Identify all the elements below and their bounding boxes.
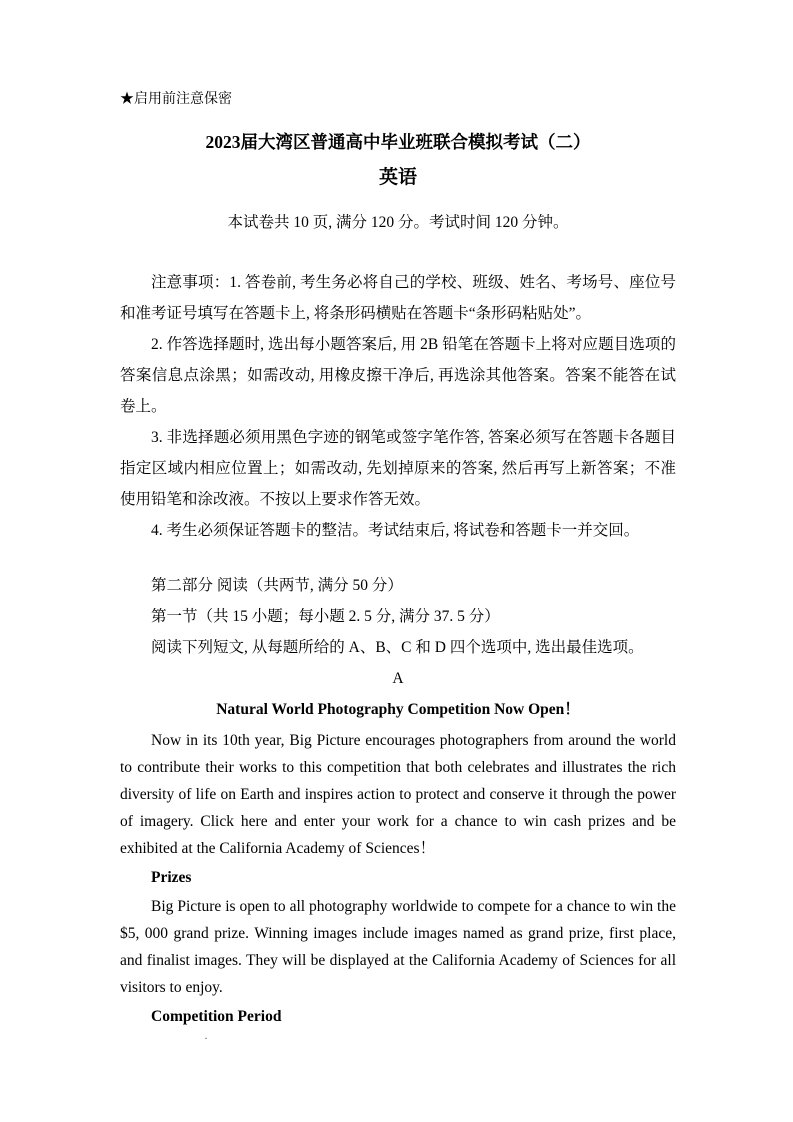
passage-title: Natural World Photography Competition Now Open！ (216, 701, 580, 718)
reading-section-header (120, 570, 676, 663)
passage-intro-paragraph: Now in its 10th year, Big Picture encourages photographers from around the world to contribute their works to this competition that both celebrates and illustrates the rich diversity of life on Earth and inspires action to protect and conserve it through the power of imagery. Click here and enter your work for a chance to win cash prizes and be exhibited at the California Academy of Sciences！ (120, 732, 676, 857)
exam-info-line: 本试卷共 10 页, 满分 120 分。考试时间 120 分钟。 (227, 214, 569, 231)
competition-period-heading: Competition Period (151, 1008, 282, 1025)
passage-label: A (392, 670, 404, 687)
prizes-heading: Prizes (151, 869, 192, 886)
note-paragraph-4: 4. 考生必须保证答题卡的整洁。考试结束后, 将试卷和答题卡一并交回。 (151, 522, 640, 539)
note-paragraph-1: 注意事项：1. 答卷前, 考生务必将自己的学校、班级、姓名、考场号、座位号和准考证号填写在答题卡上, 将条形码横贴在答题卡“条形码粘贴处”。 (120, 274, 676, 322)
section-part-line: 第二部分 阅读（共两节, 满分 50 分） (151, 577, 403, 594)
confidential-notice: ★启用前注意保密 (120, 92, 232, 107)
prizes-paragraph: Big Picture is open to all photography worldwide to compete for a chance to win the $5, 000 grand prize. Winning images include images named as grand prize, first place, and finalist images. They will be displayed at the California Academy of Sciences for all visitors to enjoy. (120, 898, 676, 996)
note-paragraph-3: 3. 非选择题必须用黑色字迹的钢笔或签字笔作答, 答案必须写在答题卡各题目指定区域内相应位置上；如需改动, 先划掉原来的答案, 然后再写上新答案；不准使用铅笔和涂改液。不按以上要求作答无效。 (120, 429, 676, 508)
exam-subject: 英语 (378, 167, 417, 188)
section-node-line: 第一节（共 15 小题；每小题 2. 5 分, 满分 37. 5 分） (151, 608, 500, 625)
exam-title: 2023届大湾区普通高中毕业班联合模拟考试（二） (205, 132, 591, 152)
stray-dot-mark: · (204, 1031, 208, 1045)
note-paragraph-2: 2. 作答选择题时, 选出每小题答案后, 用 2B 铅笔在答题卡上将对应题目选项的答案信息点涂黑；如需改动, 用橡皮擦干净后, 再选涂其他答案。答案不能答在试卷上。 (120, 336, 676, 415)
exam-notes (120, 267, 676, 546)
section-instruction-line: 阅读下列短文, 从每题所给的 A、B、C 和 D 四个选项中, 选出最佳选项。 (151, 639, 644, 656)
